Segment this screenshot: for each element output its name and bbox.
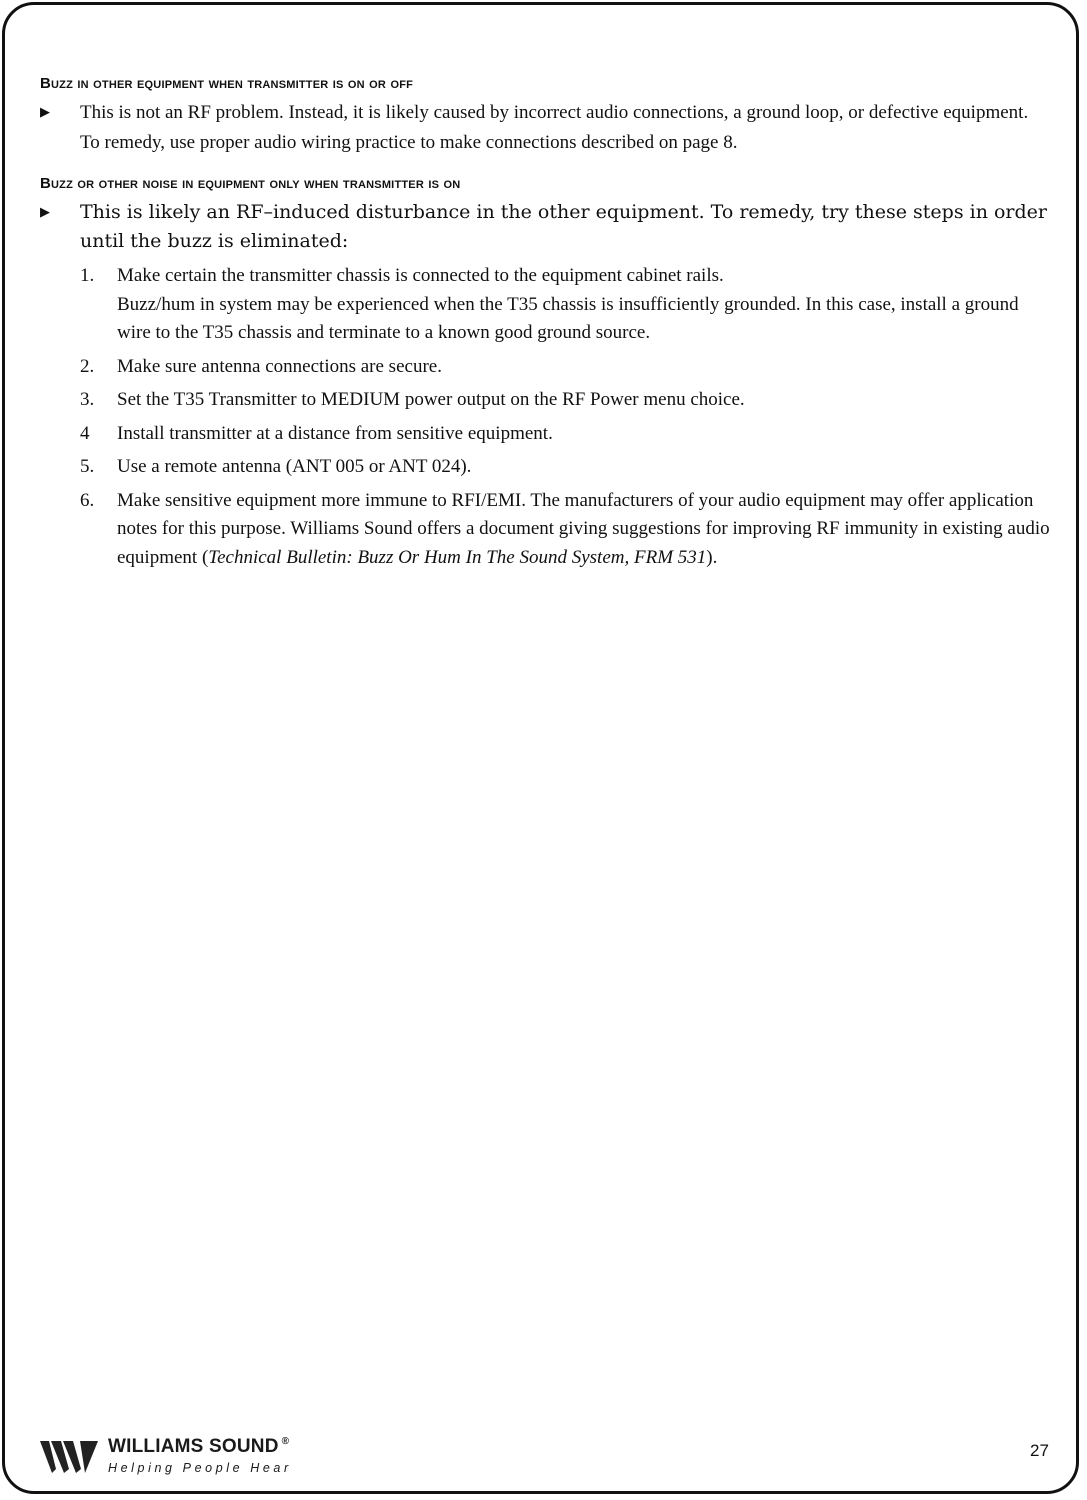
brand-name: WILLIAMS SOUND	[108, 1436, 279, 1457]
list-item: 3. Set the T35 Transmitter to MEDIUM power output on the RF Power menu choice.	[80, 386, 1050, 415]
list-item: 5. Use a remote antenna (ANT 005 or ANT 024).	[80, 453, 1050, 482]
bulletin-title: Technical Bulletin: Buzz Or Hum In The Sound System, FRM 531	[208, 546, 707, 568]
bullet-text: This is not an RF problem. Instead, it is likely caused by incorrect audio connections, a ground loop, or defective equipment. To remedy, use proper audio wiring practice to make connections described on page 8.	[80, 102, 1029, 153]
document-body	[40, 74, 1050, 577]
page-number: 27	[1030, 1441, 1049, 1460]
tagline: Helping People Hear	[108, 1461, 292, 1475]
section-buzz-on-or-off	[40, 74, 1050, 158]
bullet-text: This is likely an RF–induced disturbance in the other equipment. To remedy, try these steps in order until the buzz is eliminated:	[80, 201, 1047, 252]
list-item: 6. Make sensitive equipment more immune to RFI/EMI. The manufacturers of your audio equipment may offer application notes for this purpose. Williams Sound offers a document giving suggestions for improving RF immunity in existing audio equipment (Technical Bulletin: Buzz Or Hum In The Sound System, FRM 531).	[80, 489, 1050, 568]
bullet-item	[40, 98, 1050, 158]
section-heading: Buzz or other noise in equipment only when transmitter is on	[40, 175, 461, 192]
step-text: Use a remote antenna (ANT 005 or ANT 024).	[117, 456, 472, 477]
section-buzz-only-on	[40, 174, 1050, 572]
triangle-bullet-icon: ▶	[40, 105, 50, 120]
step-text: Install transmitter at a distance from sensitive equipment.	[117, 422, 553, 444]
triangle-bullet-icon: ▶	[40, 205, 50, 220]
ws-logo-mark-icon	[40, 1439, 102, 1475]
bullet-item	[40, 198, 1050, 256]
step-text: Buzz/hum in system may be experienced when the T35 chassis is insufficiently grounded. In this case, install a ground wire to the T35 chassis and terminate to a known good ground source.	[117, 293, 1019, 343]
section-heading: Buzz in other equipment when transmitter is on or off	[40, 75, 414, 92]
step-text: Make sure antenna connections are secure.	[117, 355, 442, 377]
williams-sound-logo: WILLIAMS SOUND ® Helping People Hear	[40, 1436, 340, 1480]
list-item: 4 Install transmitter at a distance from sensitive equipment.	[80, 420, 1050, 449]
list-item: 1. Make certain the transmitter chassis is connected to the equipment cabinet rails. Buzz/hum in system may be experienced when the T35 chassis is insufficiently grounded. In this case, install a ground wire to the T35 chassis and terminate to a known good ground source.	[80, 265, 1019, 343]
steps-list	[80, 262, 1050, 572]
step-text: Make sensitive equipment more immune to RFI/EMI. The manufacturers of your audio equipment may offer application notes for this purpose. Williams Sound offers a document giving suggestions for improving RF immunity in existing audio equipment (	[117, 489, 1050, 568]
step-text: Make certain the transmitter chassis is connected to the equipment cabinet rails.	[117, 265, 724, 286]
list-item: 2. Make sure antenna connections are secure.	[80, 353, 1050, 382]
step-text: Set the T35 Transmitter to MEDIUM power output on the RF Power menu choice.	[117, 389, 745, 410]
